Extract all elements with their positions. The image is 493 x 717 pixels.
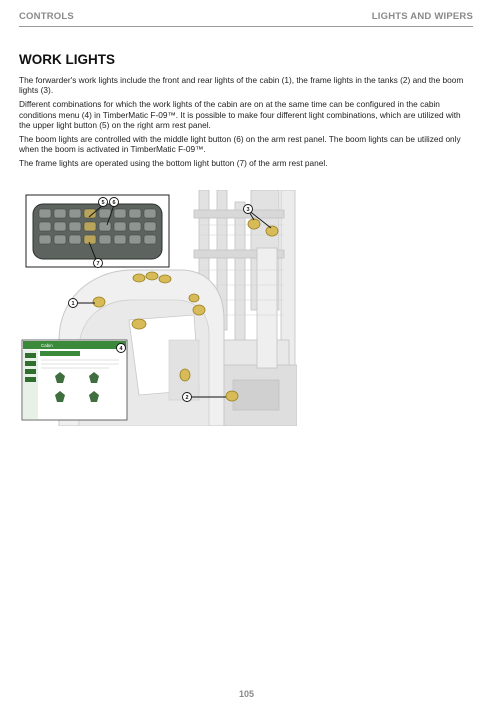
callout-1: [69, 299, 78, 308]
svg-text:3: 3: [246, 207, 250, 213]
screen-title: Cabin: [41, 343, 53, 348]
section-header: CONTROLS: [19, 11, 74, 22]
svg-text:2: 2: [185, 395, 189, 401]
paragraph-2: Different combinations for which the work lights of the cabin are on at the same time can be configured in the cabin conditions menu (4) in TimberMatic F-09™. It is possible to make four different light combinations, which are utilized with the upper light button (5) on the right arm rest panel.: [19, 99, 461, 130]
callout-3: [244, 205, 253, 214]
header-divider: [19, 26, 473, 27]
armrest-panel-inset: [26, 195, 169, 267]
svg-text:4: 4: [119, 346, 123, 352]
paragraph-1: The forwarder's work lights include the front and rear lights of the cabin (1), the frame lights in the tanks (2) and the boom lights (3).: [19, 75, 464, 96]
body-text: [19, 75, 469, 173]
svg-text:1: 1: [71, 301, 75, 307]
cabin-illustration: [19, 190, 297, 426]
callout-2: [183, 393, 192, 402]
paragraph-3: The boom lights are controlled with the middle light button (6) on the arm rest panel. The boom lights can be utilized only when the boom is activated in TimberMatic F-09™.: [19, 134, 461, 155]
work-lights-figure: [19, 190, 297, 426]
callout-7: [94, 259, 103, 268]
callout-4: [117, 344, 126, 353]
svg-text:6: 6: [112, 200, 116, 206]
svg-text:7: 7: [96, 261, 100, 267]
svg-text:5: 5: [101, 200, 105, 206]
callout-6: [110, 198, 119, 207]
timbermatic-screen-inset: [22, 340, 127, 420]
page-number: 105: [238, 689, 255, 699]
paragraph-4: The frame lights are operated using the bottom light button (7) of the arm rest panel.: [19, 158, 328, 169]
chapter-header: LIGHTS AND WIPERS: [371, 11, 473, 22]
callout-5: [99, 198, 108, 207]
page-title: WORK LIGHTS: [19, 52, 115, 67]
